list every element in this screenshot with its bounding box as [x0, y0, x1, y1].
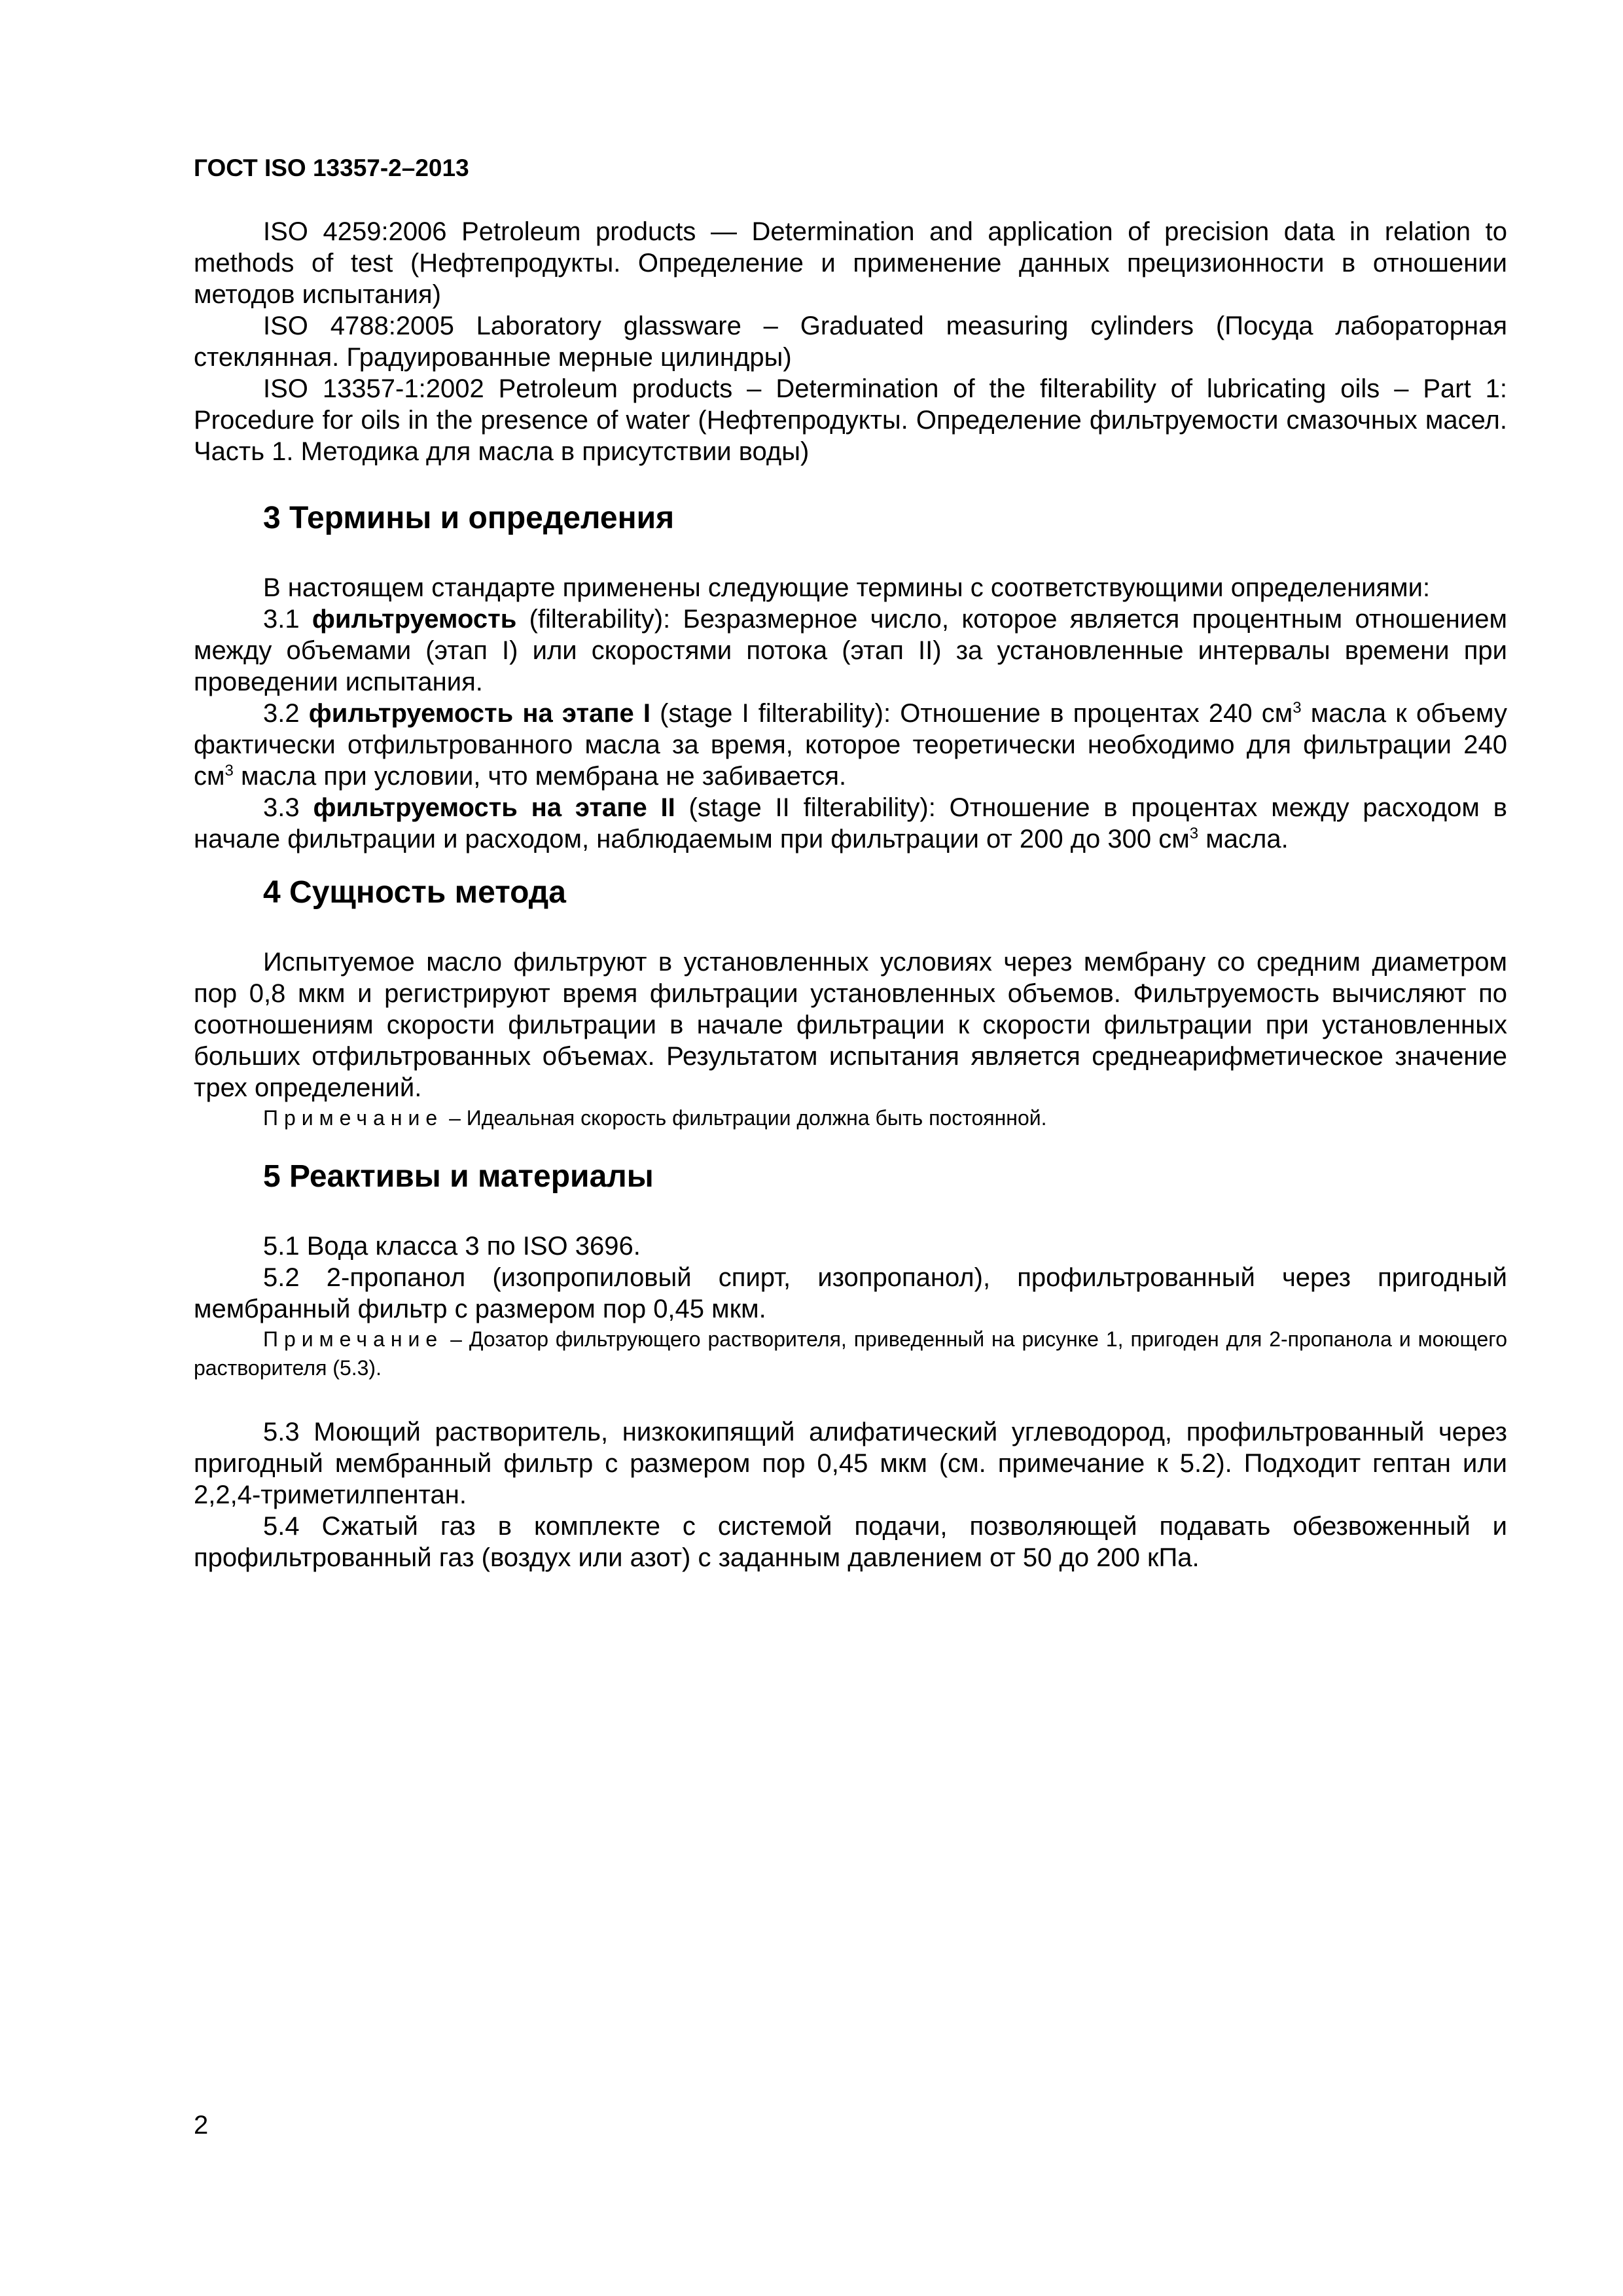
term-3-3-name: фильтруемость на этапе II — [313, 793, 675, 822]
section-method — [194, 873, 1507, 1132]
page-number: 2 — [194, 2111, 209, 2140]
reagent-5-1: 5.1 Вода класса 3 по ISO 3696. — [263, 1232, 641, 1261]
section-4-heading: 4 Сущность метода — [263, 875, 566, 910]
document-header: ГОСТ ISO 13357-2–2013 — [194, 154, 469, 181]
term-3-2-name: фильтруемость на этапе I — [308, 699, 651, 728]
reagent-note: Примечание – Дозатор фильтрующего растворителя, приведенный на рисунке 1, пригоден для 2-пропанола и моющего растворителя (5.3). — [194, 1327, 1507, 1380]
section-5-heading: 5 Реактивы и материалы — [263, 1159, 654, 1194]
term-3-1: 3.1 фильтруемость (filterability): Безразмерное число, которое является процентным отношением между объемами (этап I) или скоростями потока (этап II) за установленные интервалы времени при проведении испытания. — [194, 605, 1507, 696]
method-body: Испытуемое масло фильтруют в установленных условиях через мембрану со средним диаметром пор 0,8 мкм и регистрируют время фильтрации установленных объемов. Фильтруемость вычисляют по соотношениям скорости фильтрации в начале фильтрации к скорости фильтрации при установленных больших отфильтрованных объемах. Результатом испытания является среднеарифметическое значение трех определений. — [194, 948, 1507, 1102]
section-reagents — [194, 1157, 1507, 1573]
reagent-5-4: 5.4 Сжатый газ в комплекте с системой подачи, позволяющей подавать обезвоженный и профильтрованный газ (воздух или азот) с заданным давлением от 50 до 200 кПа. — [194, 1512, 1507, 1572]
term-3-2: 3.2 фильтруемость на этапе I (stage I filterability): Отношение в процентах 240 $см^3$ масла к объему фактически отфильтрованного масла за время, которое теоретически необходимо для фильтрации 240 $см^3$ масла при условии, что мембрана не забивается. — [194, 699, 1507, 791]
section-3-heading: 3 Термины и определения — [263, 501, 675, 535]
terms-intro: В настоящем стандарте применены следующие термины с соответствующими определениями: — [263, 573, 1431, 602]
note-label: Примечание — [263, 1106, 444, 1130]
method-note: Примечание – Идеальная скорость фильтрации должна быть постоянной. — [263, 1106, 1047, 1130]
term-3-1-name: фильтруемость — [312, 605, 517, 634]
section-terms — [194, 499, 1507, 855]
normative-references — [194, 216, 1507, 467]
reference-iso-13357-1: ISO 13357-1:2002 Petroleum products – Determination of the filterability of lubricating oils – Part 1: Procedure for oils in the presence of water (Нефтепродукты. Определение фильтруемости смазочных масел. Часть 1. Методика для масла в присутствии воды) — [194, 374, 1507, 466]
reference-iso-4788: ISO 4788:2005 Laboratory glassware – Graduated measuring cylinders (Посуда лабораторная стеклянная. Градуированные мерные цилиндры) — [194, 312, 1507, 372]
reagent-5-2: 5.2 2-пропанол (изопропиловый спирт, изопропанол), профильтрованный через пригодный мембранный фильтр с размером пор 0,45 мкм. — [194, 1263, 1507, 1323]
reagent-5-3: 5.3 Моющий растворитель, низкокипящий алифатический углеводород, профильтрованный через пригодный мембранный фильтр с размером пор 0,45 мкм (см. примечание к 5.2). Подходит гептан или 2,2,4-триметилпентан. — [194, 1418, 1507, 1509]
reference-iso-4259: ISO 4259:2006 Petroleum products — Determination and application of precision data in relation to methods of test (Нефтепродукты. Определение и применение данных прецизионности в отношении методов испытания) — [194, 217, 1507, 309]
note-label: Примечание — [263, 1327, 444, 1351]
term-3-3: 3.3 фильтруемость на этапе II (stage II filterability): Отношение в процентах между расходом в начале фильтрации и расходом, наблюдаемым при фильтрации от 200 до 300 $см^3$ масла. — [194, 793, 1507, 853]
